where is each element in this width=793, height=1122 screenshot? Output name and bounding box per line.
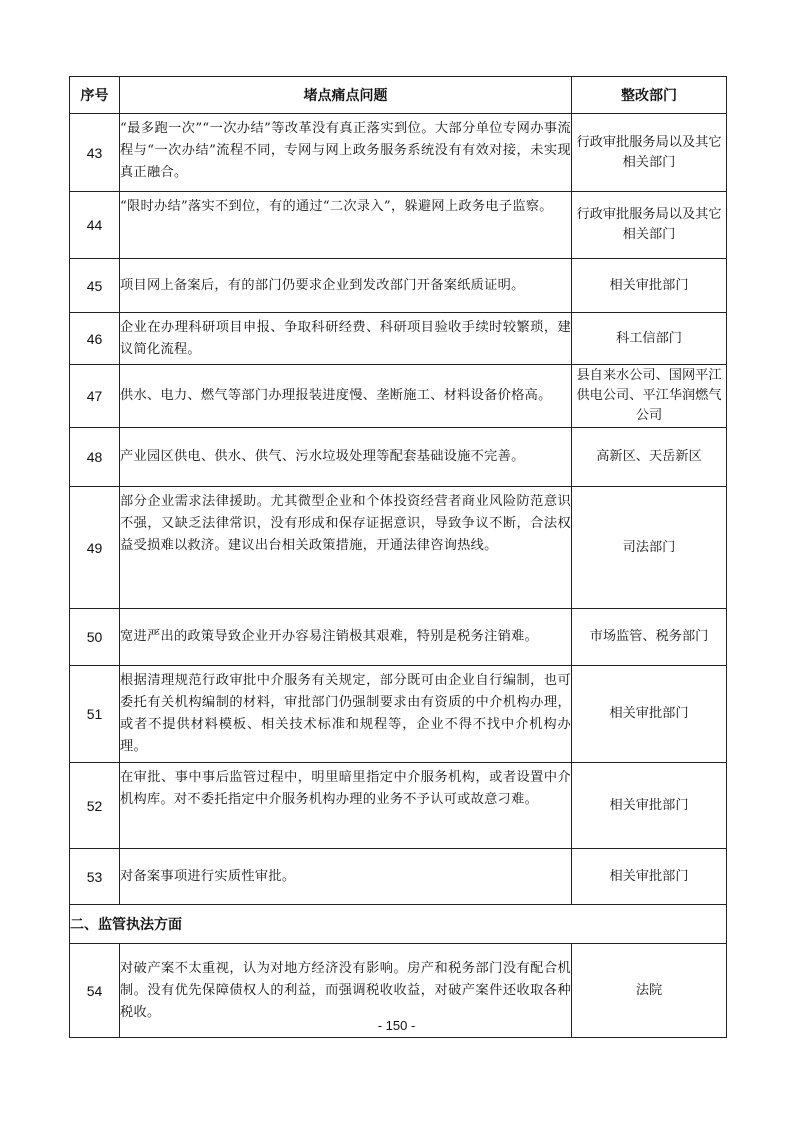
row-dept: 高新区、天岳新区 bbox=[572, 428, 727, 487]
table-row bbox=[70, 365, 727, 428]
row-number: 46 bbox=[70, 313, 120, 365]
row-number: 50 bbox=[70, 609, 120, 666]
table-row bbox=[70, 192, 727, 259]
row-number: 47 bbox=[70, 365, 120, 428]
row-dept: 法院 bbox=[572, 944, 727, 1038]
table-row bbox=[70, 428, 727, 487]
table-row bbox=[70, 487, 727, 609]
row-dept: 行政审批服务局以及其它相关部门 bbox=[572, 192, 727, 259]
table-row bbox=[70, 609, 727, 666]
row-issue: 对备案事项进行实质性审批。 bbox=[120, 849, 572, 905]
row-number: 54 bbox=[70, 944, 120, 1038]
section-title: 二、监管执法方面 bbox=[70, 905, 727, 944]
table-row bbox=[70, 313, 727, 365]
row-dept: 科工信部门 bbox=[572, 313, 727, 365]
table-header-row bbox=[70, 77, 727, 114]
row-issue: 企业在办理科研项目申报、争取科研经费、科研项目验收手续时较繁琐，建议简化流程。 bbox=[120, 313, 572, 365]
row-number: 49 bbox=[70, 487, 120, 609]
row-issue: “限时办结”落实不到位，有的通过“二次录入”，躲避网上政务电子监察。 bbox=[120, 192, 572, 259]
header-seq: 序号 bbox=[70, 77, 120, 114]
row-number: 52 bbox=[70, 763, 120, 849]
table-row bbox=[70, 666, 727, 763]
row-issue: 在审批、事中事后监管过程中，明里暗里指定中介服务机构，或者设置中介机构库。对不委托指定中介服务机构办理的业务不予认可或故意刁难。 bbox=[120, 763, 572, 849]
issues-table bbox=[69, 76, 727, 1038]
row-number: 44 bbox=[70, 192, 120, 259]
page-number: - 150 - bbox=[377, 1018, 416, 1033]
row-issue: 项目网上备案后，有的部门仍要求企业到发改部门开备案纸质证明。 bbox=[120, 259, 572, 313]
row-issue: 供水、电力、燃气等部门办理报装进度慢、垄断施工、材料设备价格高。 bbox=[120, 365, 572, 428]
table-row bbox=[70, 259, 727, 313]
row-number: 43 bbox=[70, 114, 120, 192]
table-row bbox=[70, 114, 727, 192]
row-issue: 对破产案不太重视，认为对地方经济没有影响。房产和税务部门没有配合机制。没有优先保障债权人的利益，而强调税收收益，对破产案件还收取各种税收。 bbox=[120, 944, 572, 1038]
table-row bbox=[70, 849, 727, 905]
row-issue: 根据清理规范行政审批中介服务有关规定，部分既可由企业自行编制，也可委托有关机构编制的材料，审批部门仍强制要求由有资质的中介机构办理，或者不提供材料模板、相关技术标准和规程等，企业不得不找中介机构办理。 bbox=[120, 666, 572, 763]
row-dept: 行政审批服务局以及其它相关部门 bbox=[572, 114, 727, 192]
row-dept: 相关审批部门 bbox=[572, 259, 727, 313]
row-number: 53 bbox=[70, 849, 120, 905]
row-dept: 司法部门 bbox=[572, 487, 727, 609]
row-issue: “最多跑一次”“一次办结”等改革没有真正落实到位。大部分单位专网办事流程与“一次办结”流程不同，专网与网上政务服务系统没有有效对接，未实现真正融合。 bbox=[120, 114, 572, 192]
section-row bbox=[70, 905, 727, 944]
row-number: 45 bbox=[70, 259, 120, 313]
row-issue: 部分企业需求法律援助。尤其微型企业和个体投资经营者商业风险防范意识不强，又缺乏法律常识，没有形成和保存证据意识，导致争议不断，合法权益受损难以救济。建议出台相关政策措施，开通法律咨询热线。 bbox=[120, 487, 572, 609]
table-row bbox=[70, 763, 727, 849]
row-dept: 县自来水公司、国网平江供电公司、平江华润燃气公司 bbox=[572, 365, 727, 428]
row-number: 48 bbox=[70, 428, 120, 487]
header-dept: 整改部门 bbox=[572, 77, 727, 114]
row-dept: 相关审批部门 bbox=[572, 666, 727, 763]
row-dept: 相关审批部门 bbox=[572, 763, 727, 849]
row-issue: 宽进严出的政策导致企业开办容易注销极其艰难，特别是税务注销难。 bbox=[120, 609, 572, 666]
row-number: 51 bbox=[70, 666, 120, 763]
row-dept: 市场监管、税务部门 bbox=[572, 609, 727, 666]
row-issue: 产业园区供电、供水、供气、污水垃圾处理等配套基础设施不完善。 bbox=[120, 428, 572, 487]
header-issue: 堵点痛点问题 bbox=[120, 77, 572, 114]
row-dept: 相关审批部门 bbox=[572, 849, 727, 905]
